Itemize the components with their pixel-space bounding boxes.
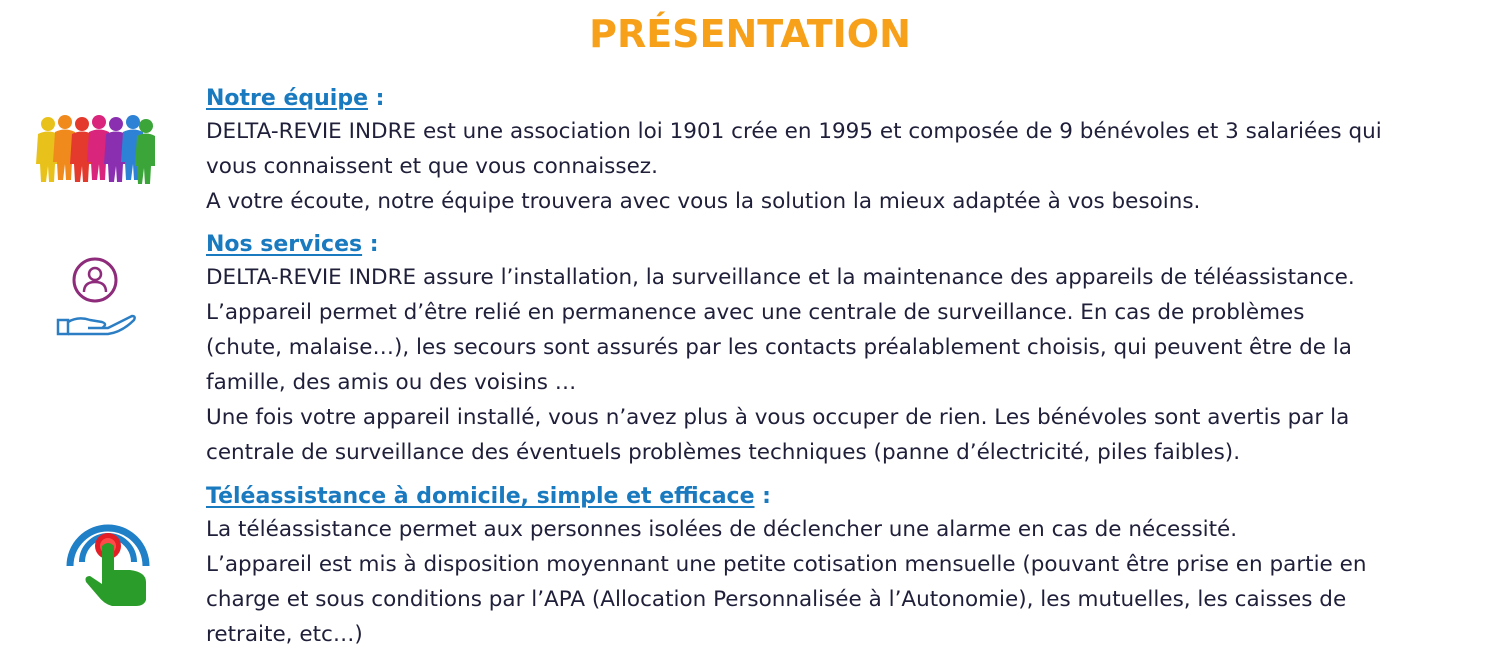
text-line: famille, des amis ou des voisins … (206, 370, 577, 395)
heading-link-text: Téléassistance à domicile, simple et efficace (206, 484, 755, 509)
text-line: (chute, malaise…), les secours sont assurés par les contacts préalablement choisis, qui peuvent être de la (206, 335, 1352, 360)
text-line: L’appareil permet d’être relié en permanence avec une centrale de surveillance. En cas de problèmes (206, 300, 1305, 325)
care-hand-icon (54, 254, 136, 338)
text-line: charge et sous conditions par l’APA (Allocation Personnalisée à l’Autonomie), les mutuelles, les caisses de (206, 587, 1347, 612)
text-line: La téléassistance permet aux personnes isolées de déclencher une alarme en cas de nécessité. (206, 517, 1238, 542)
heading-suffix: : (368, 86, 385, 111)
alarm-button-icon (60, 512, 158, 608)
heading-link-text: Notre équipe (206, 86, 369, 111)
text-line: DELTA-REVIE INDRE assure l’installation, la surveillance et la maintenance des appareils de téléassistance. (206, 265, 1355, 290)
text-line: A votre écoute, notre équipe trouvera avec vous la solution la mieux adaptée à vos besoins. (206, 189, 1201, 214)
text-line: centrale de surveillance des éventuels problèmes techniques (panne d’électricité, piles faibles). (206, 440, 1241, 465)
section-teleassistance (206, 482, 1491, 652)
text-line: retraite, etc…) (206, 622, 363, 647)
section-heading (206, 230, 1491, 260)
team-people-icon (34, 112, 156, 184)
section-services (206, 230, 1491, 470)
page-title: PRÉSENTATION (589, 12, 911, 56)
heading-link-text: Nos services (206, 232, 363, 257)
section-team (206, 84, 1491, 219)
text-line: DELTA-REVIE INDRE est une association loi 1901 crée en 1995 et composée de 9 bénévoles et 3 salariées qui (206, 119, 1382, 144)
text-line: vous connaissent et que vous connaissez. (206, 154, 658, 179)
heading-suffix: : (362, 232, 379, 257)
section-heading (206, 84, 1491, 114)
heading-suffix: : (754, 484, 771, 509)
section-heading (206, 482, 1491, 512)
text-line: L’appareil est mis à disposition moyennant une petite cotisation mensuelle (pouvant être prise en partie en (206, 552, 1367, 577)
text-line: Une fois votre appareil installé, vous n’avez plus à vous occuper de rien. Les bénévoles sont avertis par la (206, 405, 1350, 430)
